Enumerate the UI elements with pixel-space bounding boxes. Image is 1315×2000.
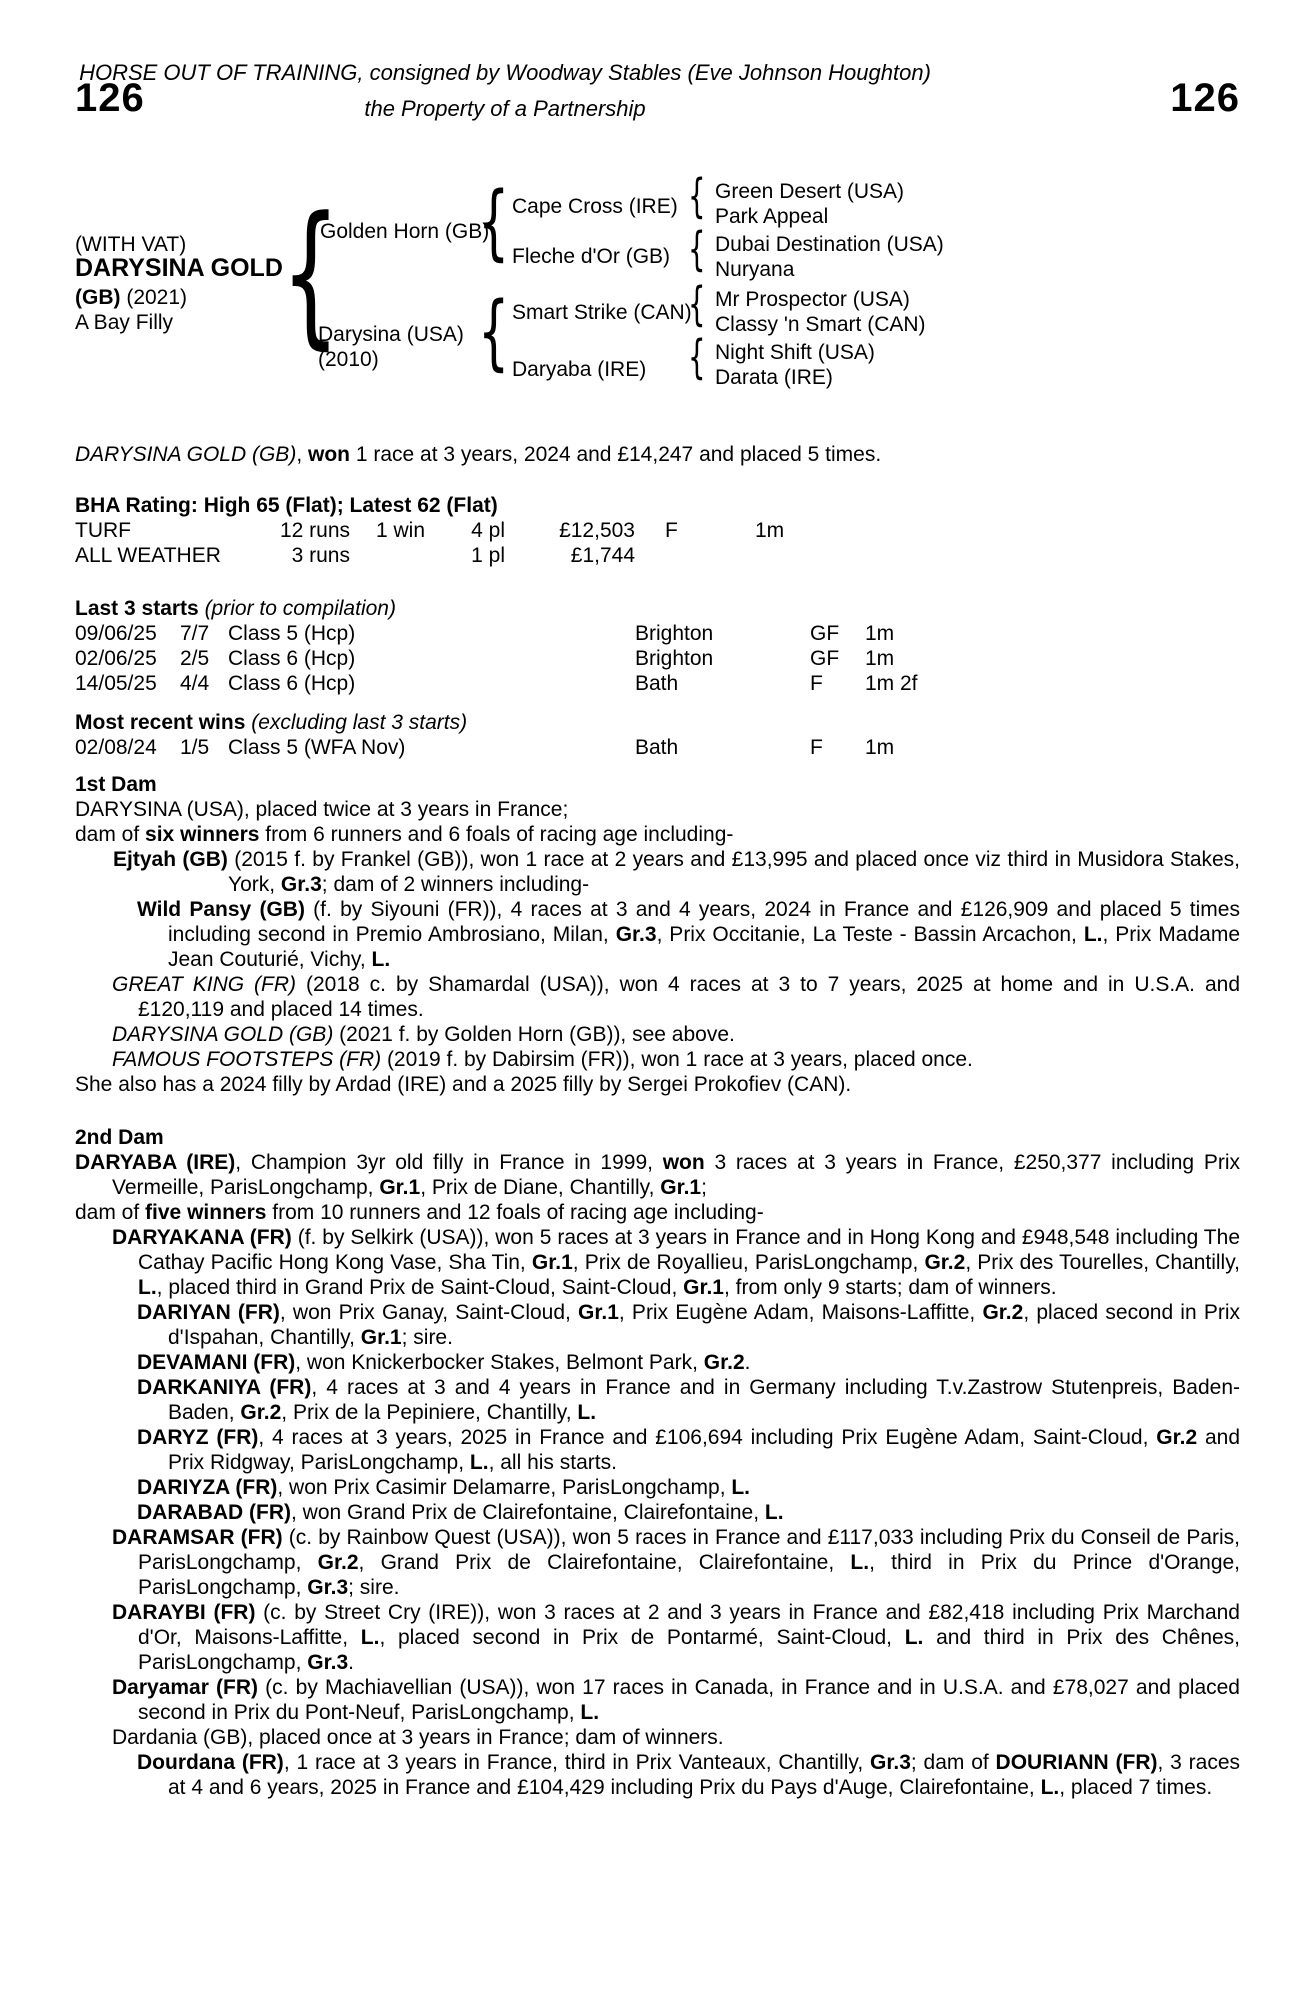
places-cell: 1 pl (471, 544, 505, 567)
pedigree-dam-dam: Daryaba (IRE) (512, 358, 647, 381)
pedigree-paragraph: dam of six winners from 6 runners and 6 foals of racing age including- (75, 823, 734, 846)
date-cell: 14/05/25 (75, 672, 157, 695)
pedigree-gg-dubai-destination: Dubai Destination (USA) (715, 233, 944, 256)
recent-wins-heading-bold: Most recent wins (75, 711, 252, 734)
table-row (75, 518, 1240, 543)
pedigree-brace-gg1-icon: { (688, 169, 706, 223)
pedigree-brace-gg4-icon: { (688, 330, 706, 384)
pedigree-dam-sire: Smart Strike (CAN) (512, 301, 692, 324)
going-cell: F (665, 519, 678, 542)
horse-description: A Bay Filly (75, 311, 174, 334)
date-cell: 02/08/24 (75, 736, 157, 759)
pedigree-paragraph: She also has a 2024 filly by Ardad (IRE) and a 2025 filly by Sergei Prokofiev (CAN). (75, 1073, 852, 1096)
position-cell: 4/4 (180, 672, 210, 695)
course-cell: Brighton (635, 622, 714, 645)
course-cell: Bath (635, 736, 679, 759)
table-row (75, 671, 1240, 696)
date-cell: 09/06/25 (75, 622, 157, 645)
pedigree-paragraph: DARAYBI (FR) (c. by Street Cry (IRE)), won 3 races at 2 and 3 years in France and £82,418 including Prix Marchand d'Or, Maisons-Laffitte, L., placed second in Prix de Pontarmé, Saint-Cloud, L. and third in Prix des Chênes, ParisLongchamp, Gr.3. (112, 1601, 1241, 1674)
position-cell: 1/5 (180, 736, 210, 759)
pedigree-gg-darata: Darata (IRE) (715, 366, 833, 389)
pedigree-paragraph: DARIYAN (FR), won Prix Ganay, Saint-Cloud, Gr.1, Prix Eugène Adam, Maisons-Laffitte, Gr.2, placed second in Prix d'Ispahan, Chantilly, Gr.1; sire. (137, 1301, 1240, 1349)
pedigree-paragraph: DARIYZA (FR), won Prix Casimir Delamarre, ParisLongchamp, L. (137, 1476, 751, 1499)
first-dam-heading: 1st Dam (75, 773, 157, 796)
pedigree-paragraph: GREAT KING (FR) (2018 c. by Shamardal (USA)), won 4 races at 3 to 7 years, 2025 at home and in U.S.A. and £120,119 and placed 14 times. (112, 973, 1240, 1021)
pedigree-paragraph: Daryamar (FR) (c. by Machiavellian (USA)), won 17 races in Canada, in France and in U.S.A. and £78,027 and placed second in Prix du Pont-Neuf, ParisLongchamp, L. (112, 1676, 1240, 1724)
pedigree-paragraph: DARYSINA (USA), placed twice at 3 years in France; (75, 798, 569, 821)
table-row (75, 621, 1240, 646)
pedigree-sire-dam: Fleche d'Or (GB) (512, 245, 671, 268)
recent-wins-heading-italic: (excluding last 3 starts) (251, 711, 468, 734)
pedigree-dam-year: (2010) (318, 348, 379, 371)
pedigree-paragraph: DARYAKANA (FR) (f. by Selkirk (USA)), won 5 races at 3 years in France and in Hong Kong and £948,548 including The Cathay Pacific Hong Kong Vase, Sha Tin, Gr.1, Prix de Royallieu, ParisLongchamp, Gr.2, Prix des Tourelles, Chantilly, L., placed third in Grand Prix de Saint-Cloud, Saint-Cloud, Gr.1, from only 9 starts; dam of winners. (112, 1226, 1240, 1299)
pedigree-paragraph: FAMOUS FOOTSTEPS (FR) (2019 f. by Dabirsim (FR)), won 1 race at 3 years, placed once. (112, 1048, 973, 1071)
runs-cell: 12 runs (279, 519, 350, 542)
class-cell: Class 6 (Hcp) (228, 672, 356, 695)
pedigree-brace-gg3-icon: { (688, 277, 706, 331)
pedigree-brace-sire-icon: { (478, 175, 510, 270)
pedigree-paragraph: Dourdana (FR), 1 race at 3 years in France, third in Prix Vanteaux, Chantilly, Gr.3; dam of DOURIANN (FR), 3 races at 4 and 6 years, 2025 in France and £104,429 including Prix du Pays d'Auge, Clairefontaine, L., placed 7 times. (137, 1751, 1241, 1799)
pedigree-brace-main-icon: { (281, 183, 341, 364)
lot-number-right: 126 (1170, 76, 1240, 120)
lot-number-left: 126 (75, 76, 145, 120)
recent-wins-heading (75, 710, 1240, 735)
pedigree-paragraph: DARYSINA GOLD (GB) (2021 f. by Golden Horn (GB)), see above. (112, 1023, 735, 1046)
pedigree-dam: Darysina (USA) (318, 323, 464, 346)
pedigree-gg-green-desert: Green Desert (USA) (715, 180, 905, 203)
pedigree-table (0, 169, 1315, 394)
pedigree-sire-sire: Cape Cross (IRE) (512, 195, 678, 218)
pedigree-paragraph: Ejtyah (GB) (2015 f. by Frankel (GB)), won 1 race at 2 years and £13,995 and placed once viz third in Musidora Stakes, York, Gr.3; dam of 2 winners including- (113, 848, 1241, 896)
pedigree-paragraph: dam of five winners from 10 runners and 12 foals of racing age including- (75, 1201, 764, 1224)
class-cell: Class 6 (Hcp) (228, 647, 356, 670)
class-cell: Class 5 (Hcp) (228, 622, 356, 645)
earnings-cell: £1,744 (570, 544, 635, 567)
wins-cell: 1 win (375, 519, 425, 542)
class-cell: Class 5 (WFA Nov) (228, 736, 406, 759)
earnings-cell: £12,503 (559, 519, 635, 542)
property-line: the Property of a Partnership (364, 96, 646, 121)
position-cell: 2/5 (180, 647, 210, 670)
distance-cell: 1m (865, 736, 895, 759)
going-cell: GF (810, 622, 840, 645)
pedigree-gg-classy-n-smart: Classy 'n Smart (CAN) (715, 313, 926, 336)
going-cell: F (810, 736, 823, 759)
pedigree-paragraph: Wild Pansy (GB) (f. by Siyouni (FR)), 4 races at 3 and 4 years, 2024 in France and £126,909 and placed 5 times including second in Premio Ambrosiano, Milan, Gr.3, Prix Occitanie, La Teste - Bassin Arcachon, L., Prix Madame Jean Couturié, Vichy, L. (137, 898, 1241, 971)
pedigree-gg-night-shift: Night Shift (USA) (715, 341, 875, 364)
pedigree-sire: Golden Horn (GB) (320, 220, 490, 243)
pedigree-gg-mr-prospector: Mr Prospector (USA) (715, 288, 910, 311)
table-row (75, 543, 1240, 568)
pedigree-paragraph: Dardania (GB), placed once at 3 years in France; dam of winners. (112, 1726, 724, 1749)
places-cell: 4 pl (471, 519, 505, 542)
going-cell: GF (810, 647, 840, 670)
runs-cell: 3 runs (291, 544, 350, 567)
pedigree-paragraph: DARABAD (FR), won Grand Prix de Clairefontaine, Clairefontaine, L. (137, 1501, 784, 1524)
distance-cell: 1m (865, 622, 895, 645)
pedigree-brace-dam-icon: { (478, 285, 510, 380)
bha-rating-heading: BHA Rating: High 65 (Flat); Latest 62 (Flat) (75, 494, 498, 517)
pedigree-paragraph: DARAMSAR (FR) (c. by Rainbow Quest (USA)), won 5 races in France and £117,033 including Prix du Conseil de Paris, ParisLongchamp, Gr.2, Grand Prix de Clairefontaine, Clairefontaine, L., third in Prix du Prince d'Orange, ParisLongchamp, Gr.3; sire. (112, 1526, 1241, 1599)
pedigree-gg-park-appeal: Park Appeal (715, 205, 829, 228)
surface-cell: ALL WEATHER (75, 544, 221, 567)
second-dam-heading: 2nd Dam (75, 1126, 164, 1149)
distance-cell: 1m 2f (865, 672, 918, 695)
date-cell: 02/06/25 (75, 647, 157, 670)
surface-cell: TURF (75, 519, 131, 542)
pedigree-paragraph: DEVAMANI (FR), won Knickerbocker Stakes, Belmont Park, Gr.2. (137, 1351, 751, 1374)
bha-rating-section (75, 493, 1240, 568)
pedigree-paragraph: DARYZ (FR), 4 races at 3 years, 2025 in France and £106,694 including Prix Eugène Adam, Saint-Cloud, Gr.2 and Prix Ridgway, ParisLongchamp, L., all his starts. (137, 1426, 1241, 1474)
last-starts-heading-bold: Last 3 starts (75, 597, 205, 620)
page-header (75, 60, 935, 121)
last-starts-heading-italic: (prior to compilation) (204, 597, 396, 620)
consignment-line: HORSE OUT OF TRAINING, consigned by Woodway Stables (Eve Johnson Houghton) (79, 60, 931, 85)
last-starts-section (75, 596, 1240, 696)
horse-suffix: (GB) (75, 286, 121, 309)
pedigree-brace-gg2-icon: { (688, 222, 706, 276)
horse-name: DARYSINA GOLD (75, 254, 283, 282)
horse-year: (2021) (120, 286, 188, 309)
course-cell: Brighton (635, 647, 714, 670)
last-starts-heading (75, 596, 1240, 621)
course-cell: Bath (635, 672, 679, 695)
vat-note: (WITH VAT) (75, 233, 187, 256)
distance-cell: 1m (865, 647, 895, 670)
pedigree-paragraph: DARKANIYA (FR), 4 races at 3 and 4 years in France and in Germany including T.v.Zastrow Stutenpreis, Baden-Baden, Gr.2, Prix de la Pepiniere, Chantilly, L. (137, 1376, 1240, 1424)
pedigree-paragraph: DARYABA (IRE), Champion 3yr old filly in France in 1999, won 3 races at 3 years in France, £250,377 including Prix Vermeille, ParisLongchamp, Gr.1, Prix de Diane, Chantilly, Gr.1; (75, 1151, 1240, 1199)
pedigree-gg-nuryana: Nuryana (715, 258, 795, 281)
table-row (75, 735, 1240, 760)
position-cell: 7/7 (180, 622, 210, 645)
going-cell: F (810, 672, 823, 695)
race-record-summary: DARYSINA GOLD (GB), won 1 race at 3 years, 2024 and £14,247 and placed 5 times. (75, 443, 882, 466)
recent-wins-section (75, 710, 1240, 760)
horse-suffix-year (75, 285, 187, 310)
distance-cell: 1m (755, 519, 785, 542)
table-row (75, 646, 1240, 671)
